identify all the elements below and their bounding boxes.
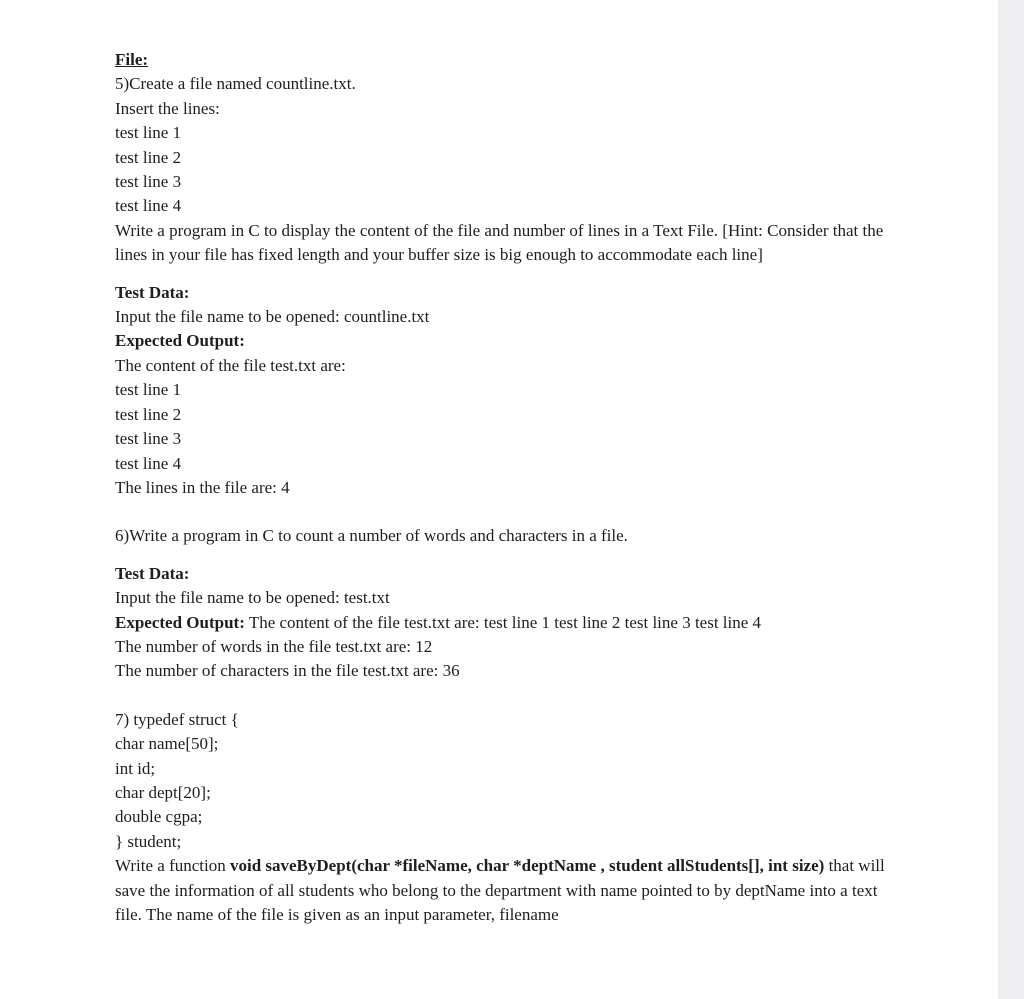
q7-signature: void saveByDept(char *fileName, char *deptName , student allStudents[], int size) [229, 856, 825, 876]
q5-line-2: test line 2 [115, 147, 182, 167]
q5-input-line: Input the file name to be opened: countline.txt [115, 307, 430, 327]
q6-title: 6)Write a program in C to count a number of words and characters in a file. [115, 526, 628, 546]
q6-words-line: The number of words in the file test.txt are: 12 [115, 636, 433, 656]
q5-expected-label: Expected Output: [115, 331, 245, 351]
q5-insert-label: Insert the lines: [115, 98, 220, 118]
q7-code-line-3: int id; [115, 758, 156, 778]
q7-code-line-6: } student; [115, 831, 182, 851]
q7-code-line-1: 7) typedef struct { [115, 709, 239, 729]
q5-line-1: test line 1 [115, 123, 182, 143]
q5-out-line-3: test line 3 [115, 429, 182, 449]
q6-expected-label: Expected Output: [115, 612, 245, 632]
q7-code-line-4: char dept[20]; [115, 782, 211, 802]
document-content [115, 48, 885, 927]
q5-result-line: The lines in the file are: 4 [115, 477, 290, 497]
q5-task: Write a program in C to display the content of the file and number of lines in a Text File. [Hint: Consider that the lines in your file has fixed length and your buffer size is big enough to accommodate each line] [115, 220, 884, 265]
q6-input-line: Input the file name to be opened: test.txt [115, 588, 390, 608]
q7-rest: that will save the information of all students who belong to the department with name pointed to by deptName into a text file. The name of the file is given as an input parameter, filename [115, 856, 885, 924]
q5-out-line-2: test line 2 [115, 404, 182, 424]
q6-test-data-label: Test Data: [115, 563, 190, 583]
q5-content-line: The content of the file test.txt are: [115, 355, 346, 375]
q6-chars-line: The number of characters in the file test.txt are: 36 [115, 661, 460, 681]
q5-line-4: test line 4 [115, 196, 182, 216]
q5-title: 5)Create a file named countline.txt. [115, 74, 356, 94]
q7-intro: Write a function [115, 856, 230, 876]
q7-code-line-2: char name[50]; [115, 734, 219, 754]
q6-expected-line [115, 611, 885, 635]
q5-test-data-label: Test Data: [115, 282, 190, 302]
q5-line-3: test line 3 [115, 172, 182, 192]
q6-expected-text: The content of the file test.txt are: test line 1 test line 2 test line 3 test line 4 [244, 612, 762, 632]
section-heading: File: [115, 50, 149, 69]
right-edge-strip [998, 0, 1024, 999]
q5-out-line-4: test line 4 [115, 453, 182, 473]
q7-task [115, 854, 885, 927]
q5-out-line-1: test line 1 [115, 380, 182, 400]
q7-code-line-5: double cgpa; [115, 807, 203, 827]
